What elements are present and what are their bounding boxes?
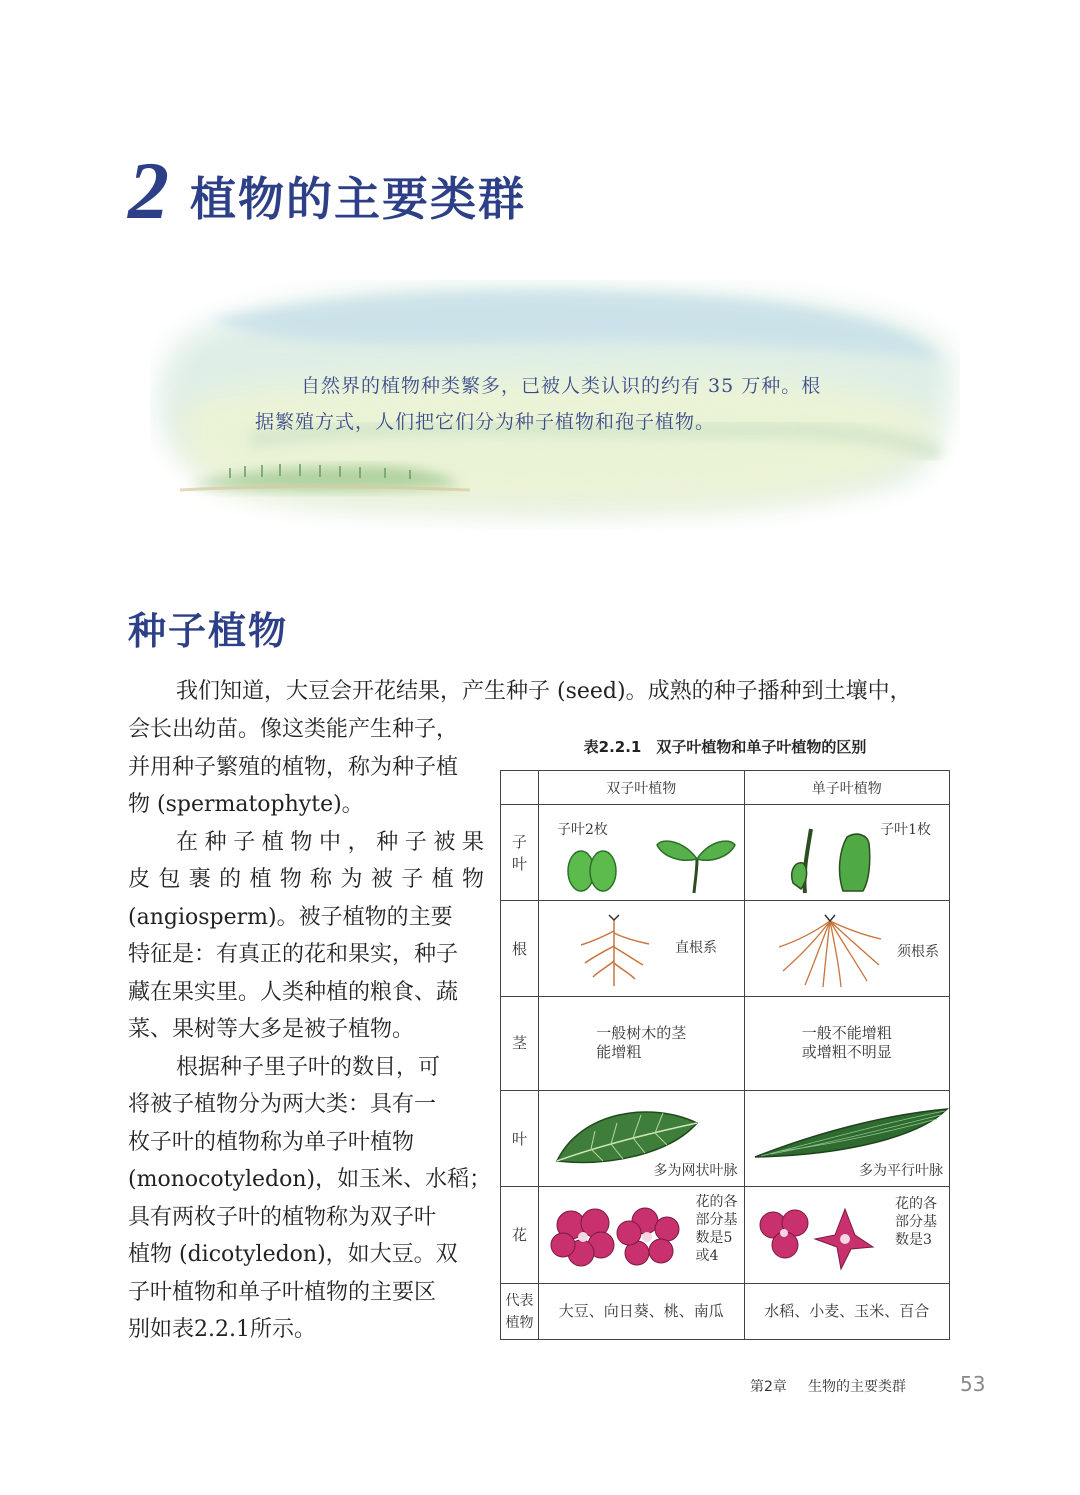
row-header-leaf: 叶 xyxy=(501,1091,539,1187)
monocot-stem-text: 一般不能增粗 或增粗不明显 xyxy=(801,1024,892,1062)
intro-line-2: 据繁殖方式，人们把它们分为种子植物和孢子植物。 xyxy=(255,411,716,433)
row-header-stem: 茎 xyxy=(501,996,539,1090)
monocot-root-cell xyxy=(744,901,950,996)
dicot-cotyledon-label: 子叶2枚 xyxy=(557,822,608,839)
body-line: 特征是：有真正的花和果实，种子 xyxy=(128,942,459,967)
dicot-root-label: 直根系 xyxy=(675,940,717,957)
section-title: 种子植物 xyxy=(128,609,289,653)
dicot-flower-label: 花的各 部分基 数是5 或4 xyxy=(695,1194,738,1265)
monocot-leaf-label: 多为平行叶脉 xyxy=(859,1163,943,1180)
body-line: 并用种子繁殖的植物，称为种子植 xyxy=(128,754,459,780)
intro-paragraph xyxy=(255,368,865,440)
dicot-seedling-illustration xyxy=(559,831,739,897)
body-line: 藏在果实里。人类种植的粮食、蔬 xyxy=(128,979,459,1005)
dicot-stem-cell xyxy=(539,996,745,1090)
monocot-seedling-illustration xyxy=(775,823,895,895)
table-header-monocot: 单子叶植物 xyxy=(744,771,950,805)
body-line: 具有两枚子叶的植物称为双子叶 xyxy=(128,1204,437,1230)
body-line: (angiosperm)。被子植物的主要 xyxy=(128,904,453,930)
table-corner xyxy=(501,771,539,805)
dicot-leaf-label: 多为网状叶脉 xyxy=(653,1163,738,1180)
comparison-table xyxy=(500,770,950,1340)
body-text-column xyxy=(128,711,492,1349)
dicot-examples-cell: 大豆、向日葵、桃、南瓜 xyxy=(539,1283,745,1339)
row-header-root: 根 xyxy=(501,901,539,996)
body-line: 枚子叶的植物称为单子叶植物 xyxy=(128,1129,415,1155)
taproot-illustration xyxy=(569,911,659,989)
body-line: 会长出幼苗。像这类能产生种子， xyxy=(128,717,459,742)
monocot-flower-label: 花的各 部分基 数是3 xyxy=(895,1196,937,1249)
body-line: 在种子植物中，种子被果 xyxy=(176,829,484,855)
body-line: 皮包裹的植物称为被子植物 xyxy=(128,867,484,892)
table-header-dicot: 双子叶植物 xyxy=(539,771,745,805)
footer-chapter-label: 第2章 xyxy=(750,1379,787,1395)
chapter-number: 2 xyxy=(128,145,169,236)
row-header-flower: 花 xyxy=(501,1187,539,1283)
fibrous-root-illustration xyxy=(775,911,885,989)
monocot-examples-cell: 水稻、小麦、玉米、百合 xyxy=(744,1283,950,1339)
five-petal-flower-illustration xyxy=(549,1201,689,1269)
three-petal-flower-illustration xyxy=(755,1199,885,1271)
page-number: 53 xyxy=(960,1372,986,1396)
table-caption: 表2.2.1 双子叶植物和单子叶植物的区别 xyxy=(583,738,867,756)
monocot-root-label: 须根系 xyxy=(897,944,939,961)
parallel-vein-leaf-illustration xyxy=(751,1105,951,1165)
intro-line-1: 自然界的植物种类繁多，已被人类认识的约有 35 万种。根 xyxy=(301,375,822,397)
body-line: 将被子植物分为两大类：具有一 xyxy=(128,1092,437,1117)
monocot-leaf-cell xyxy=(744,1091,950,1187)
body-line: (monocotyledon)，如玉米、水稻； xyxy=(128,1167,492,1192)
body-line: 物 (spermatophyte)。 xyxy=(128,792,364,817)
monocot-cotyledon-cell xyxy=(744,805,950,901)
footer-chapter-title: 生物的主要类群 xyxy=(808,1379,906,1395)
row-header-cotyledon: 子 叶 xyxy=(501,805,539,901)
body-line: 菜、果树等大多是被子植物。 xyxy=(128,1017,415,1042)
body-line: 植物 (dicotyledon)，如大豆。双 xyxy=(128,1242,458,1267)
net-vein-leaf-illustration xyxy=(551,1101,701,1171)
body-line: 根据种子里子叶的数目，可 xyxy=(176,1054,441,1080)
paragraph-1-first-line: 我们知道，大豆会开花结果，产生种子 (seed)。成熟的种子播种到土壤中， xyxy=(176,679,912,704)
dicot-flower-cell xyxy=(539,1187,745,1283)
body-line: 别如表2.2.1所示。 xyxy=(128,1317,316,1342)
monocot-cotyledon-label: 子叶1枚 xyxy=(880,822,931,839)
dicot-stem-text: 一般树木的茎 能增粗 xyxy=(596,1024,687,1062)
monocot-stem-cell xyxy=(744,996,950,1090)
row-header-examples: 代表 植物 xyxy=(501,1283,539,1339)
dicot-root-cell xyxy=(539,901,745,996)
dicot-leaf-cell xyxy=(539,1091,745,1187)
body-line: 子叶植物和单子叶植物的主要区 xyxy=(128,1279,437,1305)
dicot-cotyledon-cell xyxy=(539,805,745,901)
monocot-flower-cell xyxy=(744,1187,950,1283)
chapter-title: 植物的主要类群 xyxy=(190,172,526,226)
